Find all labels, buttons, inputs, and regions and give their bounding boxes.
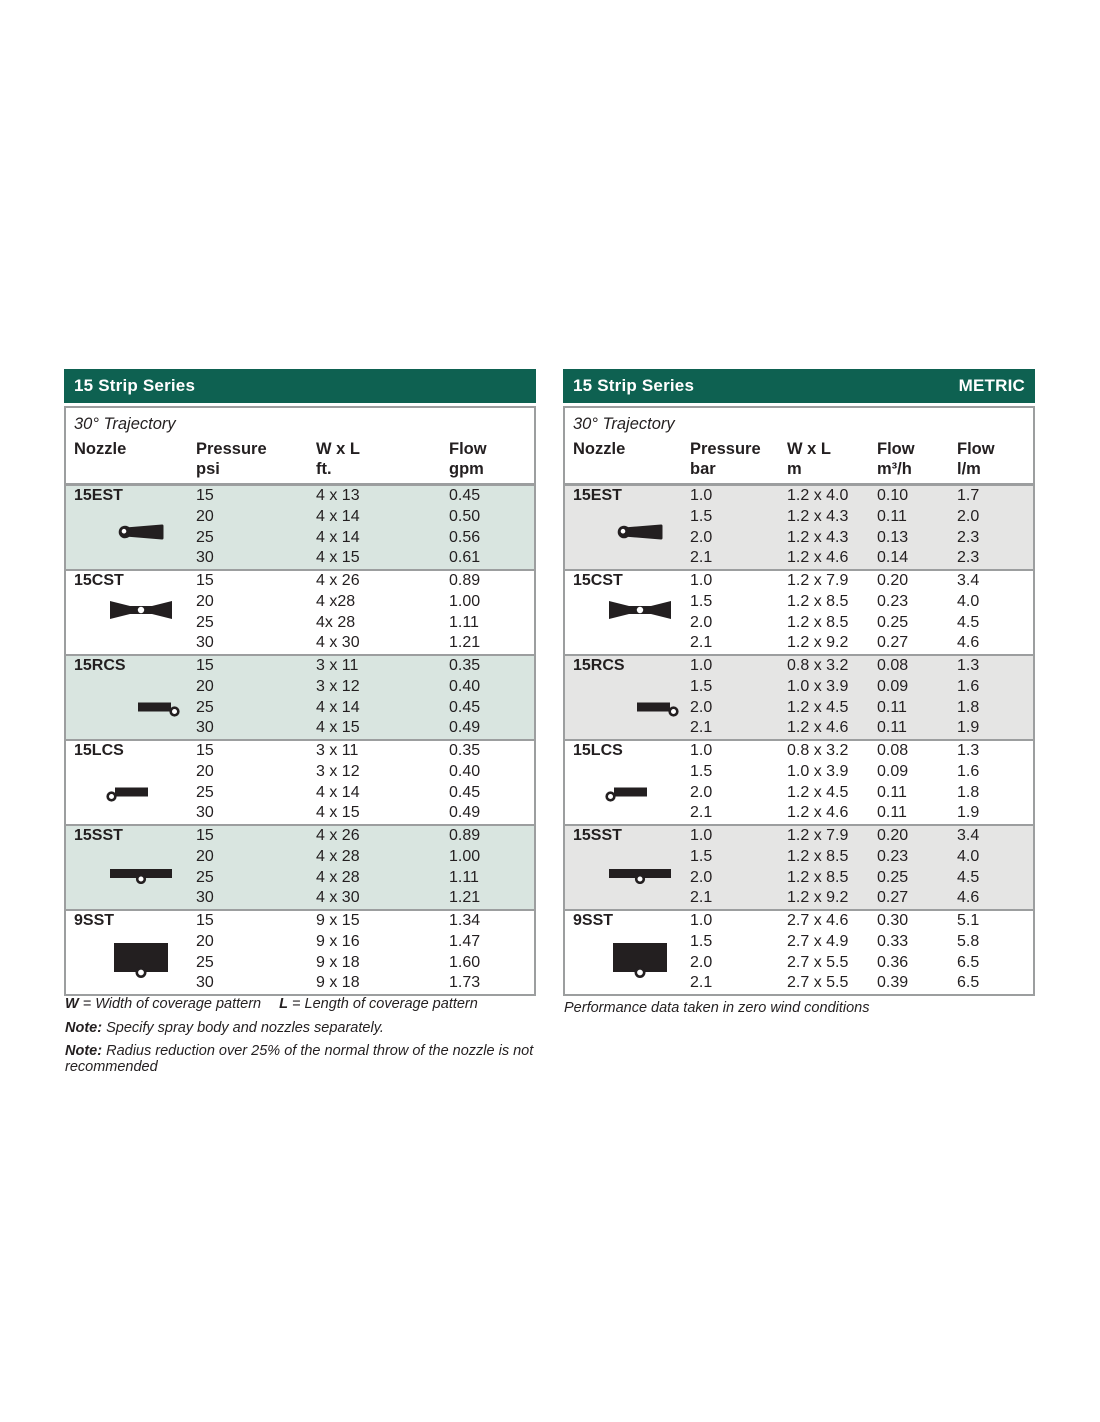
table-cell: 1.2 x 7.9: [787, 827, 849, 844]
table-cell: 4.0: [957, 847, 980, 865]
table-cell: 0.27: [877, 634, 909, 652]
table-header-bar: [64, 369, 536, 403]
lcs-nozzle-icon: [106, 785, 188, 807]
table-cell: 4 x 30: [316, 634, 360, 652]
table-cell: 1.34: [449, 912, 481, 929]
table-cell: 0.8 x 3.2: [787, 657, 849, 674]
table-cell: 0.20: [877, 572, 909, 589]
table-cell: 4 x 26: [316, 827, 360, 844]
nozzle-group-15est: [66, 486, 534, 569]
table-cell: 2.7 x 5.5: [787, 953, 849, 971]
table-cell: 0.30: [877, 912, 909, 929]
nozzle-name: 15SST: [573, 827, 622, 844]
nozzle-name: 15EST: [74, 487, 123, 504]
table-cell: 1.5: [690, 932, 713, 950]
table-cell: 3 x 12: [316, 677, 360, 695]
est-nozzle-icon: [118, 523, 188, 546]
table-cell: 1.5: [690, 677, 713, 695]
table-cell: 1.0: [690, 572, 713, 589]
table-cell: 2.0: [957, 507, 980, 525]
column-header: Flow l/m: [957, 440, 995, 478]
table-cell: 2.1: [690, 889, 713, 907]
column-header: Nozzle: [74, 440, 127, 458]
table-cell: 3 x 12: [316, 762, 360, 780]
table-cell: 1.0 x 3.9: [787, 677, 849, 695]
table-cell: 2.1: [690, 974, 713, 992]
nozzle-group-9sst: [66, 909, 534, 994]
table-cell: 30: [196, 549, 214, 567]
table-cell: 0.23: [877, 592, 909, 610]
nozzle-cell: [565, 486, 682, 569]
table-cell: 0.11: [877, 507, 907, 525]
table-cell: 15: [196, 912, 214, 929]
column-header: W x L m: [787, 440, 831, 478]
table-body: [563, 406, 1035, 996]
table-cell: 1.2 x 8.5: [787, 847, 849, 865]
nozzle-cell: [66, 826, 188, 909]
nozzle-name: 15EST: [573, 487, 622, 504]
legend-line: [65, 996, 555, 1012]
nozzle-group-15rcs: [565, 654, 1033, 739]
table-cell: 15: [196, 487, 214, 504]
nozzle-group-9sst: [565, 909, 1033, 994]
table-cell: 25: [196, 613, 214, 631]
table-cell: 4 x 14: [316, 507, 360, 525]
table-cell: 0.45: [449, 783, 481, 801]
table-cell: 0.89: [449, 827, 481, 844]
sst-nozzle-icon: [110, 867, 188, 889]
table-cell: 0.45: [449, 487, 481, 504]
table-cell: 4 x 13: [316, 487, 360, 504]
table-cell: 6.5: [957, 974, 980, 992]
cst-nozzle-icon: [609, 600, 682, 625]
table-cell: 1.21: [449, 889, 481, 907]
table-cell: 15: [196, 827, 214, 844]
table-cell: 1.2 x 4.6: [787, 549, 849, 567]
table-cell: 3.4: [957, 827, 980, 844]
table-cell: 1.9: [957, 804, 980, 822]
nozzle-name: 9SST: [573, 912, 614, 929]
table-cell: 0.09: [877, 762, 909, 780]
table-cell: 0.40: [449, 762, 481, 780]
table-cell: 4 x 14: [316, 698, 360, 716]
table-cell: 4 x 30: [316, 889, 360, 907]
table-cell: 20: [196, 762, 214, 780]
sst-nozzle-icon: [609, 867, 682, 889]
table-cell: 2.7 x 5.5: [787, 974, 849, 992]
table-cell: 1.6: [957, 677, 980, 695]
table-cell: 2.3: [957, 528, 980, 546]
table-cell: 1.11: [449, 613, 479, 631]
table-cell: 4.6: [957, 634, 980, 652]
cst-nozzle-icon: [110, 600, 188, 625]
table-cell: 5.8: [957, 932, 980, 950]
nozzle-cell: [66, 741, 188, 824]
table-cell: 30: [196, 974, 214, 992]
table-cell: 25: [196, 528, 214, 546]
table-cell: 1.3: [957, 657, 980, 674]
table-cell: 0.08: [877, 742, 909, 759]
table-cell: 1.3: [957, 742, 980, 759]
table-cell: 2.0: [690, 698, 713, 716]
rcs-nozzle-icon: [138, 700, 188, 722]
table-cell: 1.2 x 8.5: [787, 868, 849, 886]
table-cell: 20: [196, 847, 214, 865]
nozzle-group-15est: [565, 486, 1033, 569]
imperial-performance-table: [64, 369, 536, 996]
table-cell: 20: [196, 592, 214, 610]
table-cell: 2.1: [690, 719, 713, 737]
table-cell: 0.33: [877, 932, 909, 950]
table-cell: 2.0: [690, 783, 713, 801]
table-cell: 4 x 15: [316, 549, 360, 567]
table-cell: 9 x 15: [316, 912, 360, 929]
table-cell: 1.2 x 4.6: [787, 719, 849, 737]
table-cell: 30: [196, 804, 214, 822]
table-cell: 1.0: [690, 657, 713, 674]
nozzle-cell: [565, 826, 682, 909]
table-cell: 1.2 x 4.3: [787, 507, 849, 525]
nozzle-cell: [565, 741, 682, 824]
nozzle-group-15cst: [66, 569, 534, 654]
column-header: W x L ft.: [316, 440, 360, 478]
table-cell: 1.5: [690, 507, 713, 525]
table-cell: 1.2 x 7.9: [787, 572, 849, 589]
table-cell: 2.7 x 4.6: [787, 912, 849, 929]
table-cell: 4.6: [957, 889, 980, 907]
imperial-footnotes: [65, 996, 555, 1083]
column-header: Flow m³/h: [877, 440, 915, 478]
table-cell: 2.0: [690, 528, 713, 546]
table-cell: 30: [196, 634, 214, 652]
table-cell: 4.5: [957, 868, 980, 886]
table-cell: 0.11: [877, 783, 907, 801]
column-headers: [565, 438, 1033, 483]
table-cell: 4 x 15: [316, 719, 360, 737]
9sst-nozzle-icon: [613, 943, 682, 985]
table-cell: 4 x28: [316, 592, 356, 610]
nozzle-cell: [565, 911, 682, 994]
table-cell: 20: [196, 932, 214, 950]
table-cell: 9 x 18: [316, 953, 360, 971]
nozzle-cell: [565, 656, 682, 739]
table-cell: 0.10: [877, 487, 909, 504]
table-cell: 9 x 18: [316, 974, 360, 992]
note-text: Specify spray body and nozzles separately.: [102, 1019, 384, 1036]
table-cell: 25: [196, 783, 214, 801]
nozzle-group-15rcs: [66, 654, 534, 739]
note-text: Radius reduction over 25% of the normal throw of the nozzle is not recommended: [65, 1043, 534, 1075]
column-header: Pressure psi: [196, 440, 267, 478]
table-cell: 1.6: [957, 762, 980, 780]
nozzle-name: 15RCS: [74, 657, 126, 674]
table-cell: 1.0: [690, 487, 713, 504]
table-cell: 1.8: [957, 698, 980, 716]
table-cell: 4 x 28: [316, 847, 360, 865]
nozzle-name: 15LCS: [573, 742, 623, 759]
table-cell: 1.5: [690, 847, 713, 865]
note-label: Note:: [65, 1019, 103, 1036]
table-cell: 2.1: [690, 549, 713, 567]
nozzle-group-15sst: [66, 824, 534, 909]
metric-performance-table: [563, 369, 1035, 996]
note-line: [65, 1020, 555, 1036]
table-cell: 4 x 28: [316, 868, 360, 886]
legend-l-symbol: L: [279, 996, 288, 1012]
table-cell: 9 x 16: [316, 932, 360, 950]
table-title: 15 Strip Series: [74, 376, 196, 395]
table-cell: 0.20: [877, 827, 909, 844]
table-cell: 1.7: [957, 487, 980, 504]
table-cell: 0.39: [877, 974, 909, 992]
legend-w-text: = Width of coverage pattern: [78, 996, 262, 1012]
table-cell: 0.25: [877, 613, 909, 631]
nozzle-cell: [66, 486, 188, 569]
legend-l-text: = Length of coverage pattern: [287, 996, 478, 1012]
table-cell: 0.56: [449, 528, 481, 546]
nozzle-name: 15SST: [74, 827, 123, 844]
table-cell: 1.0: [690, 742, 713, 759]
table-cell: 1.2 x 4.0: [787, 487, 849, 504]
table-cell: 1.11: [449, 868, 479, 886]
table-cell: 0.14: [877, 549, 909, 567]
table-cell: 3 x 11: [316, 742, 359, 759]
table-cell: 1.2 x 4.5: [787, 783, 849, 801]
table-cell: 1.2 x 4.6: [787, 804, 849, 822]
table-cell: 20: [196, 507, 214, 525]
nozzle-name: 15CST: [74, 572, 124, 589]
table-cell: 1.2 x 4.3: [787, 528, 849, 546]
nozzle-name: 15CST: [573, 572, 623, 589]
table-cell: 0.11: [877, 698, 907, 716]
table-title: 15 Strip Series: [573, 376, 695, 395]
table-body: [64, 406, 536, 996]
table-cell: 20: [196, 677, 214, 695]
table-cell: 1.0: [690, 912, 713, 929]
nozzle-name: 15LCS: [74, 742, 124, 759]
column-header: Pressure bar: [690, 440, 761, 478]
table-cell: 15: [196, 742, 214, 759]
table-cell: 1.2 x 8.5: [787, 613, 849, 631]
table-cell: 4x 28: [316, 613, 356, 631]
table-cell: 0.11: [877, 719, 907, 737]
table-cell: 1.2 x 9.2: [787, 634, 849, 652]
table-cell: 4.0: [957, 592, 980, 610]
table-cell: 1.60: [449, 953, 481, 971]
table-cell: 2.7 x 4.9: [787, 932, 849, 950]
table-cell: 1.0: [690, 827, 713, 844]
nozzle-group-15sst: [565, 824, 1033, 909]
nozzle-cell: [66, 571, 188, 654]
metric-badge: METRIC: [958, 376, 1025, 395]
table-cell: 0.35: [449, 742, 481, 759]
table-rows: [66, 483, 534, 994]
nozzle-name: 9SST: [74, 912, 115, 929]
table-cell: 0.08: [877, 657, 909, 674]
table-cell: 0.09: [877, 677, 909, 695]
9sst-nozzle-icon: [114, 943, 188, 985]
table-cell: 0.27: [877, 889, 909, 907]
table-header-bar: [563, 369, 1035, 403]
table-cell: 25: [196, 953, 214, 971]
table-cell: 0.89: [449, 572, 481, 589]
table-cell: 0.45: [449, 698, 481, 716]
table-cell: 0.49: [449, 719, 481, 737]
table-cell: 0.8 x 3.2: [787, 742, 849, 759]
table-cell: 2.1: [690, 634, 713, 652]
table-rows: [565, 483, 1033, 994]
table-cell: 1.73: [449, 974, 481, 992]
table-cell: 1.21: [449, 634, 481, 652]
column-headers: [66, 438, 534, 483]
table-cell: 1.2 x 8.5: [787, 592, 849, 610]
table-cell: 3 x 11: [316, 657, 359, 674]
column-header: Flow gpm: [449, 440, 487, 478]
table-cell: 0.50: [449, 507, 481, 525]
nozzle-cell: [66, 656, 188, 739]
trajectory-label: 30° Trajectory: [74, 415, 176, 433]
column-header: Nozzle: [573, 440, 626, 458]
note-line: [65, 1043, 555, 1075]
table-cell: 30: [196, 719, 214, 737]
table-cell: 0.61: [449, 549, 481, 567]
legend-w-symbol: W: [65, 996, 79, 1012]
trajectory-label: 30° Trajectory: [573, 415, 675, 433]
table-cell: 5.1: [957, 912, 980, 929]
table-cell: 0.11: [877, 804, 907, 822]
table-cell: 1.2 x 4.5: [787, 698, 849, 716]
table-cell: 2.0: [690, 953, 713, 971]
rcs-nozzle-icon: [637, 700, 682, 722]
table-cell: 2.3: [957, 549, 980, 567]
nozzle-cell: [66, 911, 188, 994]
table-cell: 1.8: [957, 783, 980, 801]
table-cell: 1.47: [449, 932, 481, 950]
table-cell: 1.0 x 3.9: [787, 762, 849, 780]
table-cell: 1.9: [957, 719, 980, 737]
table-cell: 4 x 14: [316, 783, 360, 801]
nozzle-cell: [565, 571, 682, 654]
table-cell: 4 x 15: [316, 804, 360, 822]
table-cell: 2.0: [690, 613, 713, 631]
table-cell: 4.5: [957, 613, 980, 631]
table-cell: 4 x 14: [316, 528, 360, 546]
table-cell: 2.0: [690, 868, 713, 886]
nozzle-group-15cst: [565, 569, 1033, 654]
table-cell: 1.00: [449, 847, 481, 865]
table-cell: 0.49: [449, 804, 481, 822]
nozzle-group-15lcs: [66, 739, 534, 824]
table-cell: 0.25: [877, 868, 909, 886]
lcs-nozzle-icon: [605, 785, 682, 807]
table-cell: 0.36: [877, 953, 909, 971]
table-cell: 1.00: [449, 592, 481, 610]
table-cell: 15: [196, 572, 214, 589]
table-cell: 1.2 x 9.2: [787, 889, 849, 907]
nozzle-name: 15RCS: [573, 657, 625, 674]
table-cell: 1.5: [690, 762, 713, 780]
table-cell: 15: [196, 657, 214, 674]
table-cell: 30: [196, 889, 214, 907]
table-cell: 3.4: [957, 572, 980, 589]
table-cell: 2.1: [690, 804, 713, 822]
table-cell: 6.5: [957, 953, 980, 971]
table-cell: 0.40: [449, 677, 481, 695]
metric-footnote: Performance data taken in zero wind conditions: [564, 1000, 870, 1016]
table-cell: 4 x 26: [316, 572, 360, 589]
est-nozzle-icon: [617, 523, 682, 546]
nozzle-group-15lcs: [565, 739, 1033, 824]
note-label: Note:: [65, 1043, 103, 1059]
table-cell: 25: [196, 868, 214, 886]
table-cell: 0.35: [449, 657, 481, 674]
table-cell: 0.13: [877, 528, 909, 546]
table-cell: 1.5: [690, 592, 713, 610]
table-cell: 25: [196, 698, 214, 716]
table-cell: 0.23: [877, 847, 909, 865]
